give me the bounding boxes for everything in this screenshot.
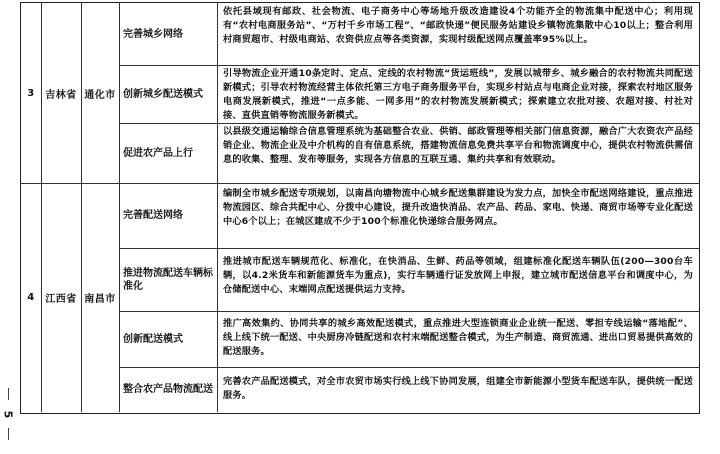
province-cell: 江西省 (45, 294, 77, 305)
row-number: 4 (27, 292, 35, 303)
measure-cell: 促进农产品上行 (123, 147, 193, 159)
content-cell: 推广高效集约、协同共享的城乡高效配送模式，重点推进大型连锁商业企业统一配送、零担专线运输“落地配”、线上线下统一配送、中央厨房冷链配送和农村末端配送整合模式，为生产制造、商贸流通、进出口贸易提供高效的配送服务。 (223, 318, 693, 357)
city-cell: 南昌市 (84, 294, 116, 305)
measure-cell: 完善城乡网络 (123, 28, 183, 40)
page-number-dash-top (8, 388, 9, 400)
content-cell: 以县级交通运输综合信息管理系统为基础整合农业、供销、邮政管理等相关部门信息资源，融合广大农资农产品经销企业、物流企业及中介机构的自有信息系统，搭建物流信息免费共享平台和物流调度中心，提供农村物流供需信息的收集、整理、发布等服务，实现各方信息的互联互通、集约共享和有效联动。 (223, 126, 693, 165)
measure-cell: 推进物流配送车辆标准化 (123, 267, 213, 292)
content-cell: 引导物流企业开通10条定时、定点、定线的农村物流“货运班线”，发展以城带乡、城乡融合的农村物流共同配送新模式；引导农村物流经营主体依托第三方电子商务服务平台，实现乡村站点与电商企业对接，探索农村地区服务电商发展新模式，推进“一点多能、一网多用”的农村物流发展新模式；探索建立农批对接、农超对接、村社对接、直供直销等物流服务新模式。 (223, 68, 693, 121)
measure-cell: 创新配送模式 (123, 333, 183, 345)
content-cell: 推进城市配送车辆规范化、标准化，在快消品、生鲜、药品等领域，组建标准化配送车辆队伍(200—300台车辆，以4.2米货车和新能源货车为重点)，实行车辆通行证发放网上申报，建立城市配送信息平台和调度中心，为仓储配送中心、末端网点配送提供运力支持。 (223, 256, 693, 295)
row-number: 3 (27, 87, 35, 99)
measure-cell: 整合农产品物流配送 (123, 384, 213, 395)
page-number-marker (0, 388, 16, 440)
province-cell: 吉林省 (45, 89, 77, 101)
content-cell: 编制全市城乡配送专项规划，以南昌向塘物流中心城乡配送集群建设为发力点，加快全市配送网络建设，重点推进物流园区、综合共配中心、分拨中心建设，提升改造快消品、农产品、药品、家电、快递、商贸市场等专业化配送中心6个以上；在城区建成不少于100个标准化快递综合服务网点。 (223, 188, 693, 227)
content-cell: 完善农产品配送模式，对全市农贸市场实行线上线下协同发展，组建全市新能源小型货车配送车队，提供统一配送服务。 (223, 376, 693, 401)
content-cell: 依托县域现有邮政、社会物流、电子商务中心等场地升级改造建设4个功能齐全的物流集中配送中心；利用现有“农村电商服务站”、“万村千乡市场工程”、“邮政快递”便民服务站建设乡镇物流集散中心10以上；整合利用村商贸超市、村级电商站、农资供应点等各类资源，实现村级配送网点覆盖率95%以上。 (223, 6, 693, 45)
city-cell: 通化市 (84, 89, 116, 101)
measure-cell: 完善配送网络 (123, 210, 183, 221)
page-number-dash-bottom (8, 428, 9, 440)
measure-cell: 创新城乡配送模式 (123, 88, 203, 100)
logistics-pilot-table (20, 2, 700, 414)
page-number: 5 (1, 410, 15, 418)
